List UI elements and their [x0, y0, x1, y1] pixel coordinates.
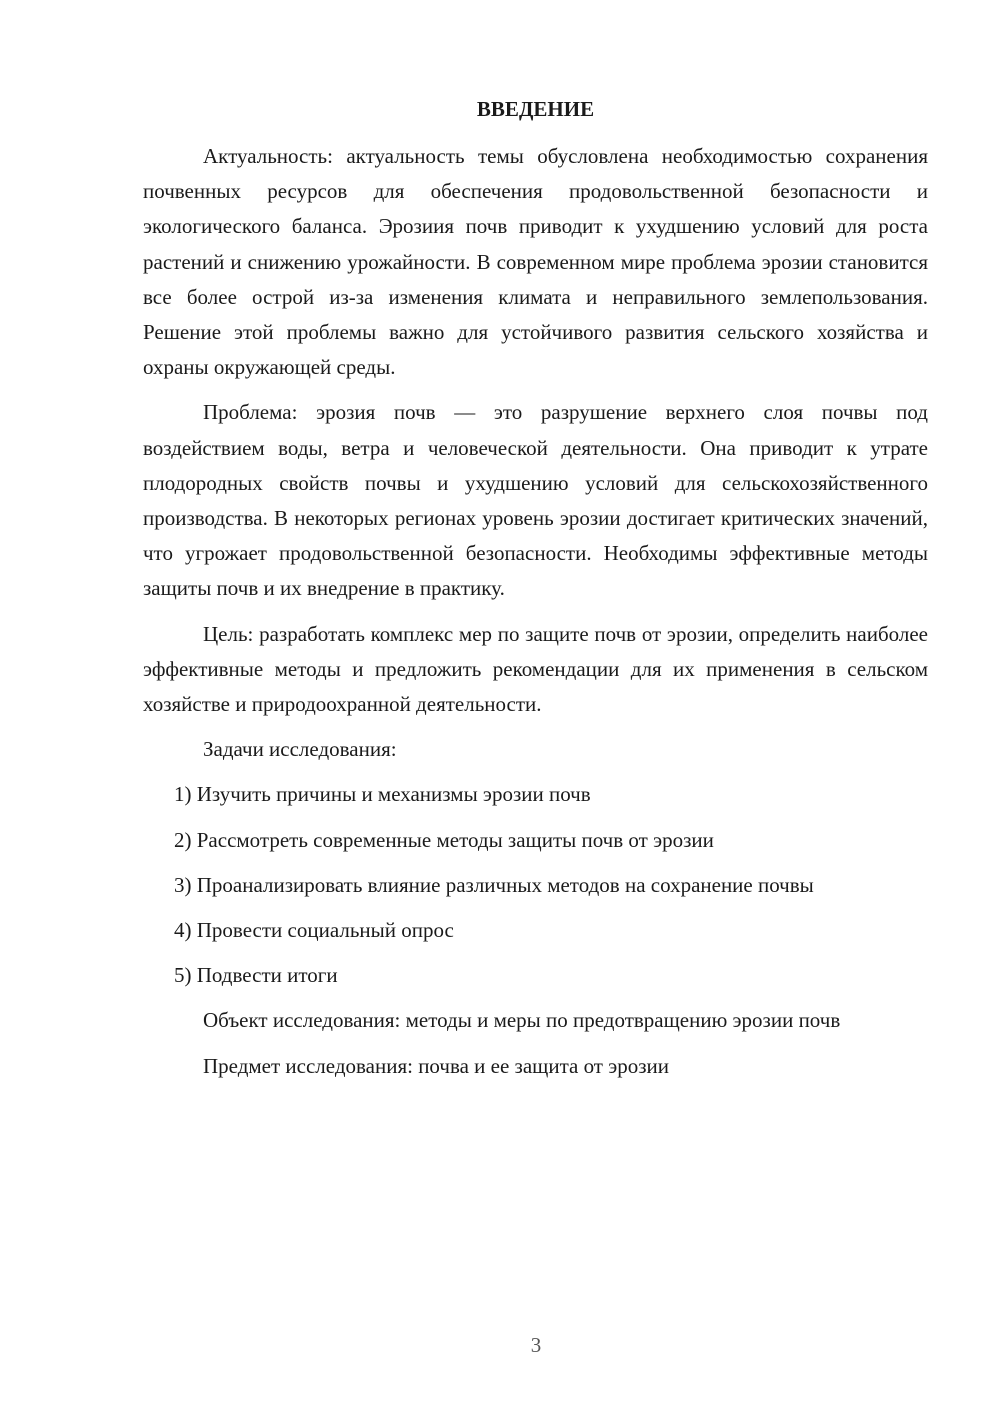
tasks-heading: Задачи исследования:	[203, 737, 397, 762]
paragraph-object: Объект исследования: методы и меры по предотвращению эрозии почв	[203, 1008, 841, 1033]
paragraph-problem: Проблема: эрозия почв — это разрушение верхнего слоя почвы под воздействием воды, ветра и человеческой деятельности. Она приводит к утрате плодородных свойств почвы и ухудшению условий для сельскохозяйственного производства. В некоторых регионах уровень эрозии достигает критических значений, что угрожает продовольственной безопасности. Необходимы эффективные методы защиты почв и их внедрение в практику.	[143, 400, 928, 601]
page-number: 3	[530, 1333, 542, 1357]
task-item-4: 4) Провести социальный опрос	[174, 918, 454, 943]
document-page	[143, 92, 928, 1094]
paragraph-subject: Предмет исследования: почва и ее защита от эрозии	[203, 1053, 670, 1078]
paragraph-relevance: Актуальность: актуальность темы обусловлена необходимостью сохранения почвенных ресурсов для обеспечения продовольственной безопасности и экологического баланса. Эрозиия почв приводит к ухудшению условий для роста растений и снижению урожайности. В современном мире проблема эрозии становится все более острой из-за изменения климата и неправильного землепользования. Решение этой проблемы важно для устойчивого развития сельского хозяйства и охраны окружающей среды.	[143, 144, 928, 380]
page-title: ВВЕДЕНИЕ	[476, 97, 595, 121]
task-item-1: 1) Изучить причины и механизмы эрозии почв	[174, 782, 591, 807]
task-item-2: 2) Рассмотреть современные методы защиты почв от эрозии	[174, 827, 714, 852]
paragraph-goal: Цель: разработать комплекс мер по защите почв от эрозии, определить наиболее эффективные методы и предложить рекомендации для их применения в сельском хозяйстве и природоохранной деятельности.	[143, 621, 928, 717]
task-item-3: 3) Проанализировать влияние различных методов на сохранение почвы	[174, 872, 814, 897]
task-item-5: 5) Подвести итоги	[174, 963, 338, 988]
